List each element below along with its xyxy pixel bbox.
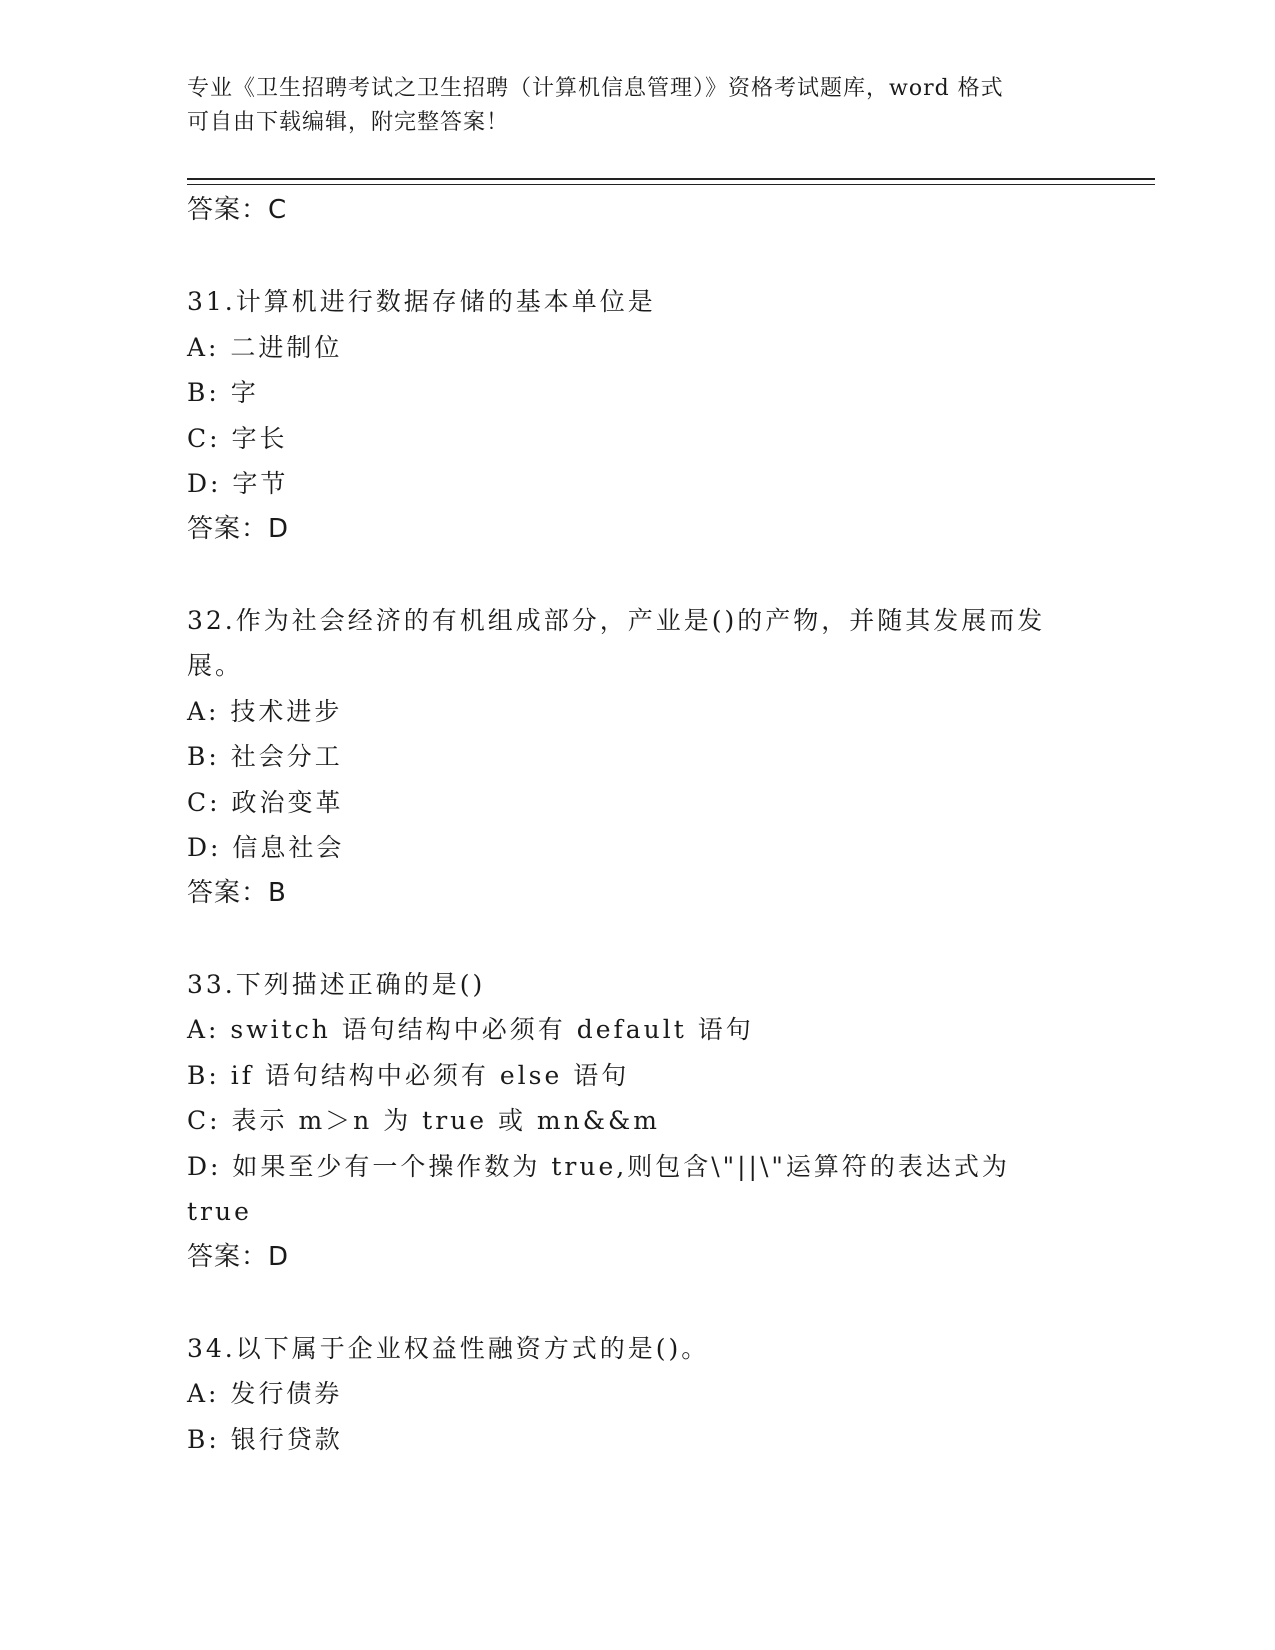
question-34 [187,1326,1087,1463]
answer: 答案：B [187,877,287,908]
option-c: C: 政治变革 [187,787,344,817]
option-b: B: if 语句结构中必须有 else 语句 [187,1060,630,1090]
option-a: A: 发行债券 [187,1379,343,1408]
option-c: C: 表示 m＞n 为 true 或 mn&&m [187,1106,660,1135]
question-text: 33.下列描述正确的是() [187,969,486,999]
answer: 答案：D [187,513,290,544]
answer-q30: 答案：C [187,195,288,225]
header-line-1: 专业《卫生招聘考试之卫生招聘（计算机信息管理）》资格考试题库，word 格式 [187,76,1004,101]
answer: 答案：D [187,1241,290,1272]
header-divider-thick [187,178,1155,180]
option-d-line-2: true [187,1197,252,1226]
option-a: A: 技术进步 [187,696,343,726]
document-header [187,72,1067,140]
question-text: 34.以下属于企业权益性融资方式的是()。 [187,1333,710,1363]
option-d-line-1: D: 如果至少有一个操作数为 true,则包含\"||\"运算符的表达式为 [187,1151,1010,1181]
question-33 [187,962,1087,1281]
question-list [187,188,1087,1462]
question-text-line-1: 32.作为社会经济的有机组成部分，产业是()的产物，并随其发展而发 [187,605,1046,635]
option-b: B: 字 [187,378,259,407]
option-a: A: switch 语句结构中必须有 default 语句 [187,1015,754,1044]
option-b: B: 银行贷款 [187,1424,343,1454]
question-31 [187,279,1087,552]
header-divider-thin [187,184,1155,185]
option-d: D: 字节 [187,469,289,498]
question-32 [187,598,1087,917]
question-text-line-2: 展。 [187,651,244,680]
option-a: A: 二进制位 [187,332,343,362]
question-text: 31.计算机进行数据存储的基本单位是 [187,287,656,316]
option-b: B: 社会分工 [187,742,343,771]
header-line-2: 可自由下载编辑，附完整答案！ [187,110,510,135]
option-c: C: 字长 [187,423,288,453]
option-d: D: 信息社会 [187,833,345,862]
